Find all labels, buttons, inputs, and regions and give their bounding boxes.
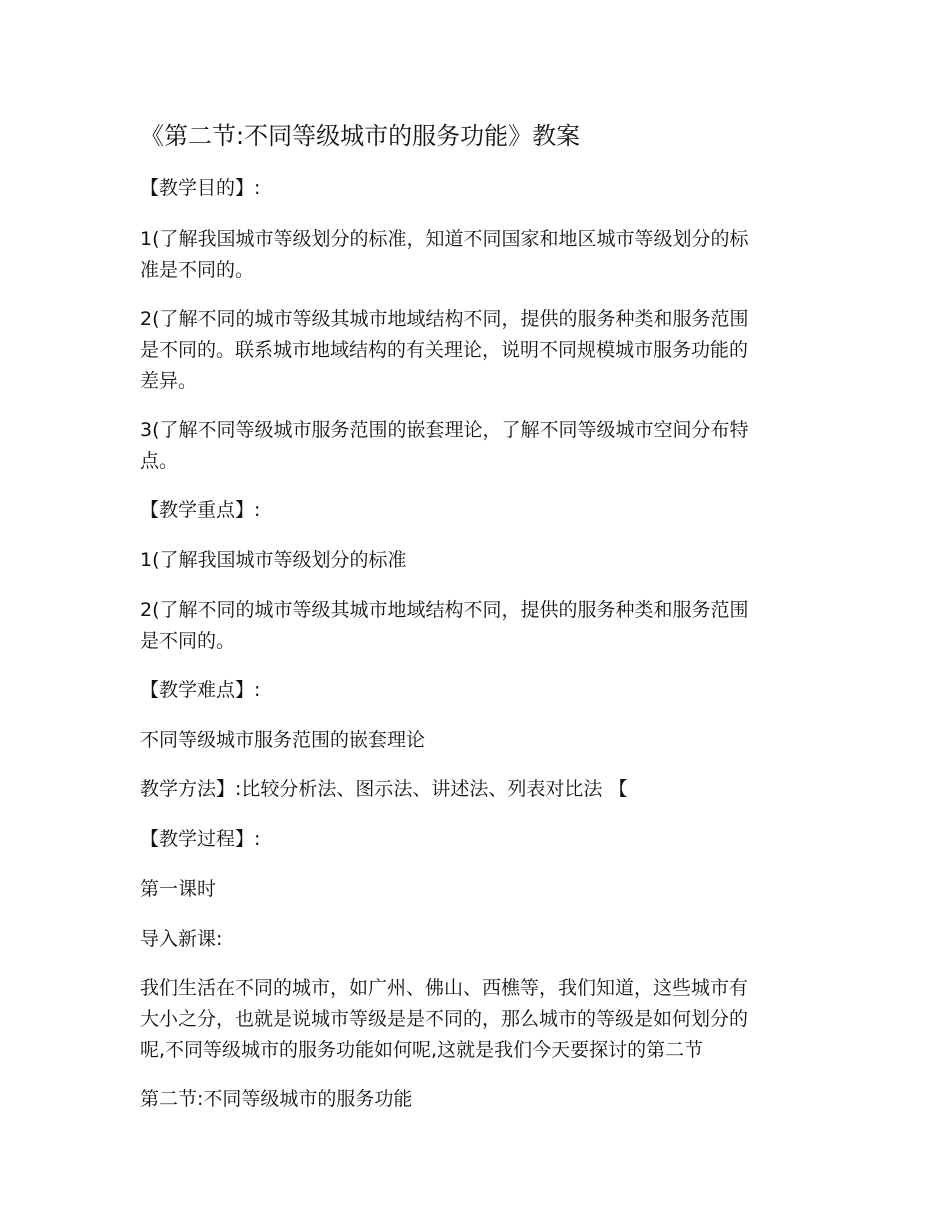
difficulty-item: [140, 725, 812, 756]
text-line: 第一课时: [140, 878, 217, 900]
section-heading-process: [140, 824, 812, 855]
text-line: 导入新课:: [140, 928, 223, 950]
text-line: 【教学重点】:: [140, 499, 261, 521]
document-title: 《第二节:不同等级城市的服务功能》教案: [140, 122, 581, 150]
text-line: 2(了解不同的城市等级其城市地域结构不同，提供的服务种类和服务范围: [140, 308, 749, 330]
text-line: 1(了解我国城市等级划分的标准: [140, 549, 407, 571]
section-heading-difficulties: [140, 675, 812, 706]
section-heading-objectives: [140, 173, 812, 204]
text-line: 第二节:不同等级城市的服务功能: [140, 1088, 413, 1110]
text-line: 3(了解不同等级城市服务范围的嵌套理论，了解不同等级城市空间分布特: [140, 419, 749, 441]
text-line: 教学方法】:比较分析法、图示法、讲述法、列表对比法 【: [140, 778, 628, 800]
section-subtitle: [140, 1084, 812, 1115]
objective-item-3: [140, 415, 812, 477]
text-line: 不同等级城市服务范围的嵌套理论: [140, 729, 426, 751]
text-line: 是不同的。联系城市地域结构的有关理论，说明不同规模城市服务功能的: [140, 339, 749, 361]
intro-paragraph: [140, 973, 812, 1066]
section-heading-key-points: [140, 495, 812, 526]
key-point-item-1: [140, 545, 812, 576]
teaching-methods: [140, 774, 812, 805]
objective-item-2: [140, 304, 812, 397]
text-line: 【教学难点】:: [140, 679, 261, 701]
lesson-label: [140, 874, 812, 905]
text-line: 点。: [140, 450, 179, 472]
text-line: 2(了解不同的城市等级其城市地域结构不同，提供的服务种类和服务范围: [140, 599, 749, 621]
text-line: 呢,不同等级城市的服务功能如何呢,这就是我们今天要探讨的第二节: [140, 1039, 704, 1061]
objective-item-1: [140, 224, 812, 286]
key-point-item-2: [140, 595, 812, 657]
text-line: 1(了解我国城市等级划分的标准，知道不同国家和地区城市等级划分的标: [140, 228, 749, 250]
text-line: 是不同的。: [140, 630, 236, 652]
text-line: 准是不同的。: [140, 259, 255, 281]
intro-heading: [140, 924, 812, 955]
text-line: 我们生活在不同的城市，如广州、佛山、西樵等，我们知道，这些城市有: [140, 977, 749, 999]
text-line: 大小之分，也就是说城市等级是是不同的，那么城市的等级是如何划分的: [140, 1008, 749, 1030]
text-line: 差异。: [140, 370, 198, 392]
text-line: 【教学过程】:: [140, 828, 261, 850]
text-line: 【教学目的】:: [140, 177, 261, 199]
